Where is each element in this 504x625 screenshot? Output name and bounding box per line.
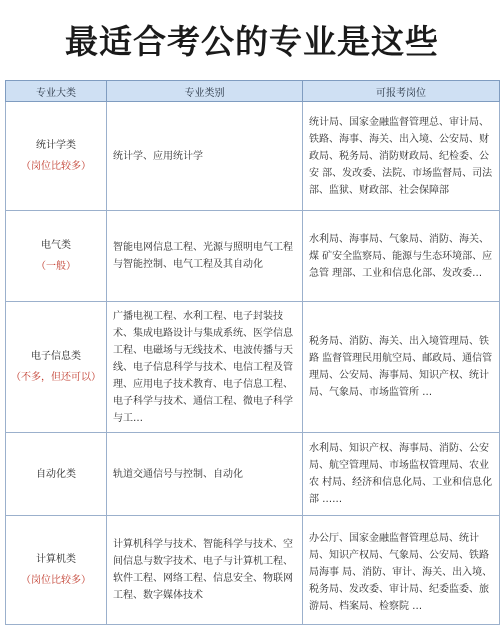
category-name: 电子信息类 [31,351,81,362]
category-note: （岗位比较多） [21,161,91,172]
table-row [6,433,500,516]
category-note: （不多，但还可以） [11,372,101,383]
posts-cell: 统计局、国家金融监督管理总、审计局、铁路、海事、海关、出入境、公安局、财政局、税务局、消防财政局、纪检委、公安 部、发改委、法院、市场监督局、司法部、监狱、财政部、社会保障部 [303,102,500,211]
header-category: 专业大类 [6,81,107,102]
category-cell [6,102,107,211]
majors-table [5,80,500,625]
category-note: （岗位比较多） [21,575,91,586]
category-cell [6,433,107,516]
header-posts: 可报考岗位 [303,81,500,102]
header-majors: 专业类别 [107,81,303,102]
category-note: （一般） [36,261,76,272]
posts-cell: 办公厅、国家金融监督管理总局、统计局、知识产权局、气象局、公安局、铁路局海事 局、消防、审计、海关、出入境、税务局、发改委、审计局、纪委监委、旅游局、档案局、检察院 … [303,516,500,625]
table-row [6,102,500,211]
category-name: 电气类 [41,240,71,251]
table-row [6,302,500,433]
category-cell [6,516,107,625]
category-name: 统计学类 [36,140,76,151]
page-title: 最适合考公的专业是这些 [65,21,439,61]
posts-cell: 税务局、消防、海关、出入境管理局、铁路 监督管理民用航空局、邮政局、通信管理局、公安局、海事局、知识产权、统计局、气象局、市场监管所 … [303,302,500,433]
category-name: 计算机类 [36,554,76,565]
table-row [6,211,500,302]
majors-cell: 计算机科学与技术、智能科学与技术、空 间信息与数字技术、电子与计算机工程、 软件工程、网络工程、信息安全、物联网 工程、数字媒体技术 [107,516,303,625]
majors-cell: 轨道交通信号与控制、自动化 [107,433,303,516]
table-row [6,516,500,625]
category-cell [6,211,107,302]
majors-cell: 广播电视工程、水利工程、电子封装技术、集成电路设计与集成系统、医学信息 工程、电磁场与无线技术、电波传播与天 线、电子信息科学与技术、电信工程及管 理、应用电子技术教育、电子信息工程、 电子科学与技术、通信工程、微电子科学与工… [107,302,303,433]
majors-cell: 统计学、应用统计学 [107,102,303,211]
majors-cell: 智能电网信息工程、光源与照明电气工程 与智能控制、电气工程及其自动化 [107,211,303,302]
table-header-row [6,81,500,102]
posts-cell: 水利局、海事局、气象局、消防、海关、煤 矿安全监察局、能源与生态环境部、应急管 理部、工业和信息化部、发改委… [303,211,500,302]
category-name: 自动化类 [36,468,76,480]
posts-cell: 水利局、知识产权、海事局、消防、公安局、航空管理局、市场监权管理局、农业农 村局、经济和信息化局、工业和信息化部 …… [303,433,500,516]
category-cell [6,302,107,433]
